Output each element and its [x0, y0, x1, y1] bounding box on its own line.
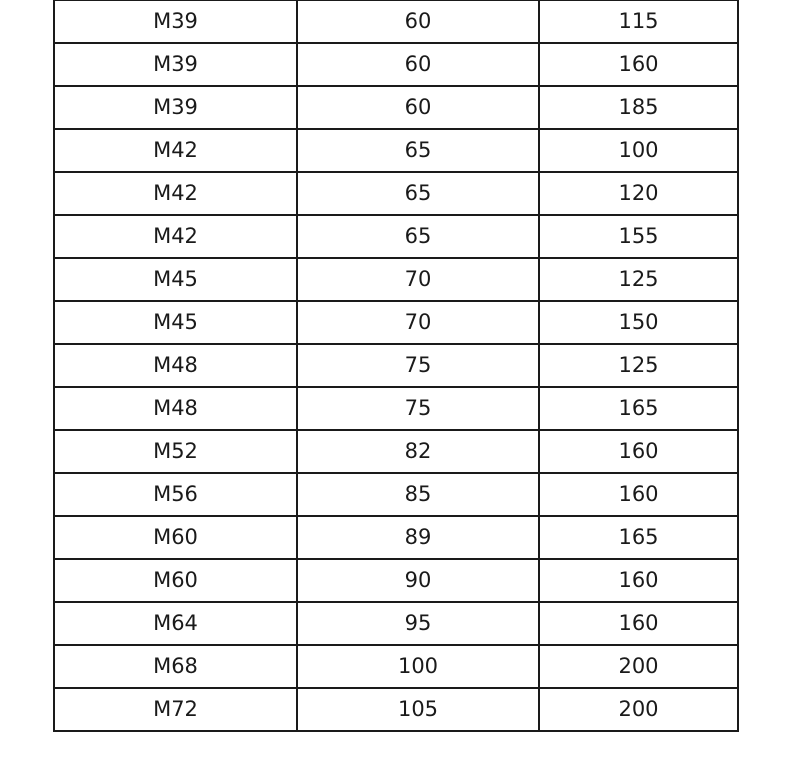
diameter-cell: 60 [297, 1, 539, 44]
size-cell: M45 [54, 301, 297, 344]
table-row [54, 258, 738, 301]
table-row [54, 387, 738, 430]
diameter-cell: 85 [297, 473, 539, 516]
diameter-cell: 70 [297, 301, 539, 344]
length-cell: 160 [539, 602, 738, 645]
diameter-cell: 60 [297, 43, 539, 86]
diameter-cell: 75 [297, 344, 539, 387]
size-cell: M42 [54, 172, 297, 215]
size-cell: M60 [54, 559, 297, 602]
table-row [54, 215, 738, 258]
length-cell: 125 [539, 258, 738, 301]
diameter-cell: 65 [297, 129, 539, 172]
size-cell: M52 [54, 430, 297, 473]
size-cell: M42 [54, 215, 297, 258]
table-row [54, 129, 738, 172]
length-cell: 115 [539, 1, 738, 44]
size-cell: M60 [54, 516, 297, 559]
size-cell: M68 [54, 645, 297, 688]
size-cell: M56 [54, 473, 297, 516]
length-cell: 120 [539, 172, 738, 215]
diameter-cell: 89 [297, 516, 539, 559]
table-row [54, 559, 738, 602]
spec-table [53, 0, 739, 732]
table-row [54, 86, 738, 129]
table-row [54, 172, 738, 215]
spec-table-body [54, 1, 738, 732]
diameter-cell: 90 [297, 559, 539, 602]
diameter-cell: 82 [297, 430, 539, 473]
table-row [54, 301, 738, 344]
length-cell: 155 [539, 215, 738, 258]
length-cell: 160 [539, 43, 738, 86]
size-cell: M39 [54, 86, 297, 129]
table-row [54, 430, 738, 473]
size-cell: M64 [54, 602, 297, 645]
size-cell: M48 [54, 387, 297, 430]
table-row [54, 1, 738, 44]
table-row [54, 43, 738, 86]
table-row [54, 473, 738, 516]
diameter-cell: 105 [297, 688, 539, 731]
size-cell: M39 [54, 1, 297, 44]
table-row [54, 344, 738, 387]
length-cell: 200 [539, 688, 738, 731]
diameter-cell: 75 [297, 387, 539, 430]
length-cell: 160 [539, 430, 738, 473]
length-cell: 185 [539, 86, 738, 129]
size-cell: M72 [54, 688, 297, 731]
length-cell: 100 [539, 129, 738, 172]
size-cell: M42 [54, 129, 297, 172]
length-cell: 125 [539, 344, 738, 387]
table-row [54, 602, 738, 645]
length-cell: 200 [539, 645, 738, 688]
size-cell: M45 [54, 258, 297, 301]
length-cell: 165 [539, 516, 738, 559]
length-cell: 165 [539, 387, 738, 430]
diameter-cell: 100 [297, 645, 539, 688]
size-cell: M39 [54, 43, 297, 86]
table-row [54, 516, 738, 559]
table-row [54, 688, 738, 731]
diameter-cell: 60 [297, 86, 539, 129]
diameter-cell: 95 [297, 602, 539, 645]
table-row [54, 645, 738, 688]
diameter-cell: 65 [297, 172, 539, 215]
diameter-cell: 65 [297, 215, 539, 258]
length-cell: 160 [539, 559, 738, 602]
diameter-cell: 70 [297, 258, 539, 301]
length-cell: 150 [539, 301, 738, 344]
length-cell: 160 [539, 473, 738, 516]
size-cell: M48 [54, 344, 297, 387]
